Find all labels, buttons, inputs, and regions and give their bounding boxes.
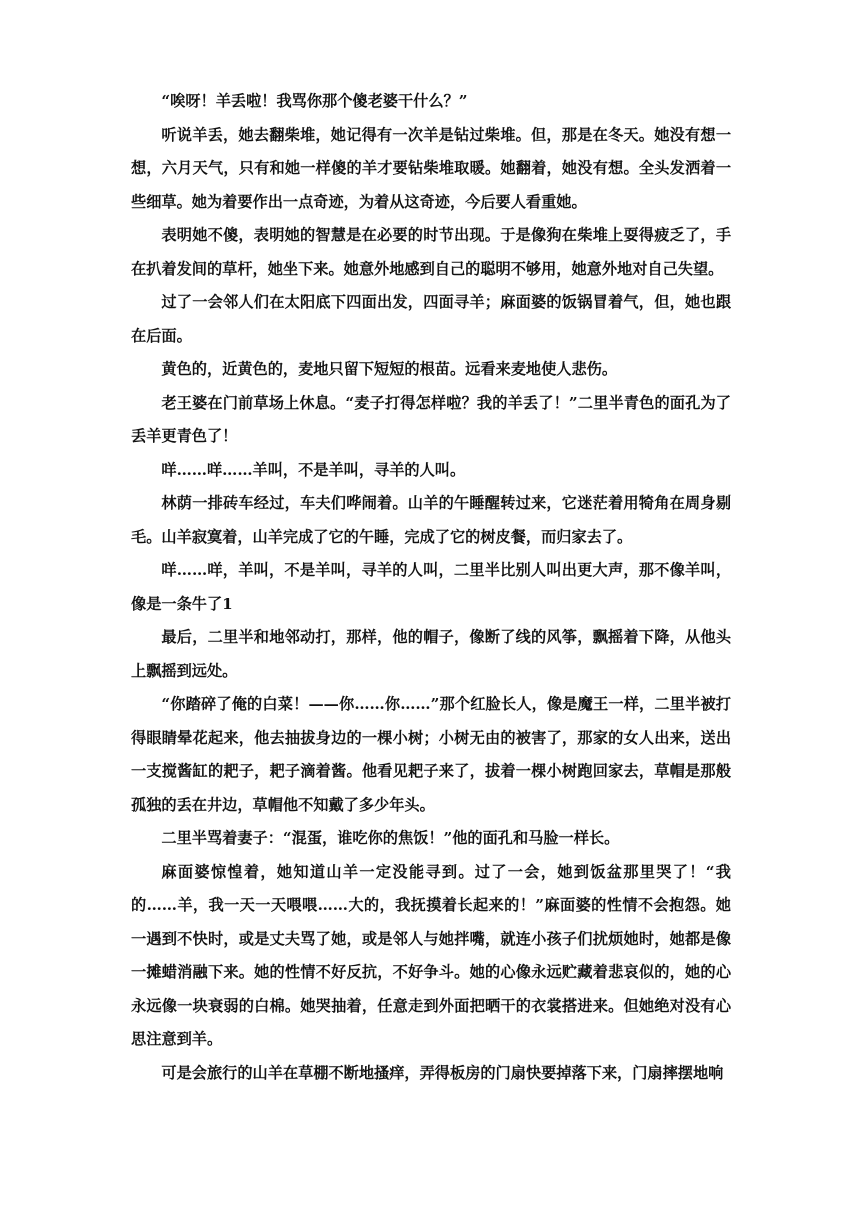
paragraph-3: 表明她不傻，表明她的智慧是在必要的时节出现。于是像狗在柴堆上耍得疲乏了，手在扒着发间的草杆，她坐下来。她意外地感到自己的聪明不够用，她意外地对自己失望。 [131, 226, 731, 278]
paragraph-13: 麻面婆惊惶着，她知道山羊一定没能寻到。过了一会，她到饭盆那里哭了！“我的……羊，我一天一天喂喂……大的，我抚摸着长起来的！”麻面婆的性情不会抱怨。她一遇到不快时，或是丈夫骂了她，或是邻人与她拌嘴，就连小孩子们扰烦她时，她都是像一摊蜡消融下来。她的性情不好反抗，不好争斗。她的心像永远贮藏着悲哀似的，她的心永远像一块衰弱的白棉。她哭抽着，任意走到外面把晒干的衣裳搭进来。但她绝对没有心思注意到羊。 [131, 862, 731, 1048]
paragraph-6: 老王婆在门前草场上休息。“麦子打得怎样啦？我的羊丢了！”二里半青色的面孔为了丢羊更青色了！ [131, 393, 731, 445]
paragraph-2: 听说羊丢，她去翻柴堆，她记得有一次羊是钻过柴堆。但，那是在冬天。她没有想一想，六月天气，只有和她一样傻的羊才要钻柴堆取暖。她翻着，她没有想。全头发洒着一些细草。她为着要作出一点奇迹，为着从这奇迹，今后要人看重她。 [131, 125, 731, 211]
paragraph-8: 林荫一排砖车经过，车夫们哗闹着。山羊的午睡醒转过来，它迷茫着用犄角在周身剔毛。山羊寂寞着，山羊完成了它的午睡，完成了它的树皮餐，而归家去了。 [131, 494, 731, 546]
paragraph-9: 咩……咩，羊叫，不是羊叫，寻羊的人叫，二里半比别人叫出更大声，那不像羊叫，像是一条牛了1 [131, 561, 731, 613]
paragraph-5: 黄色的，近黄色的，麦地只留下短短的根苗。远看来麦地使人悲伤。 [161, 360, 618, 378]
paragraph-7: 咩……咩……羊叫，不是羊叫，寻羊的人叫。 [161, 460, 466, 479]
paragraph-14: 可是会旅行的山羊在草棚不断地搔痒，弄得板房的门扇快要掉落下来，门扇摔摆地响 [161, 1063, 724, 1082]
paragraph-11: “你踏碎了俺的白菜！——你……你……”那个红脸长人，像是魔王一样，二里半被打得眼睛晕花起来，他去抽拔身边的一棵小树；小树无由的被害了，那家的女人出来，送出一支搅酱缸的耙子，耙子滴着酱。他看见耙子来了，拔着一棵小树跑回家去，草帽是那般孤独的丢在井边，草帽他不知戴了多少年头。 [131, 695, 731, 814]
paragraph-10: 最后，二里半和地邻动打，那样，他的帽子，像断了线的风筝，飘摇着下降，从他头上飘摇到远处。 [131, 628, 731, 680]
paragraph-4: 过了一会邻人们在太阳底下四面出发，四面寻羊；麻面婆的饭锅冒着气，但，她也跟在后面。 [131, 293, 731, 345]
body-text [131, 85, 731, 1090]
paragraph-1: “唉呀！羊丢啦！我骂你那个傻老婆干什么？” [161, 92, 468, 110]
paragraph-12: 二里半骂着妻子：“混蛋，谁吃你的焦饭！”他的面孔和马脸一样长。 [161, 829, 620, 847]
